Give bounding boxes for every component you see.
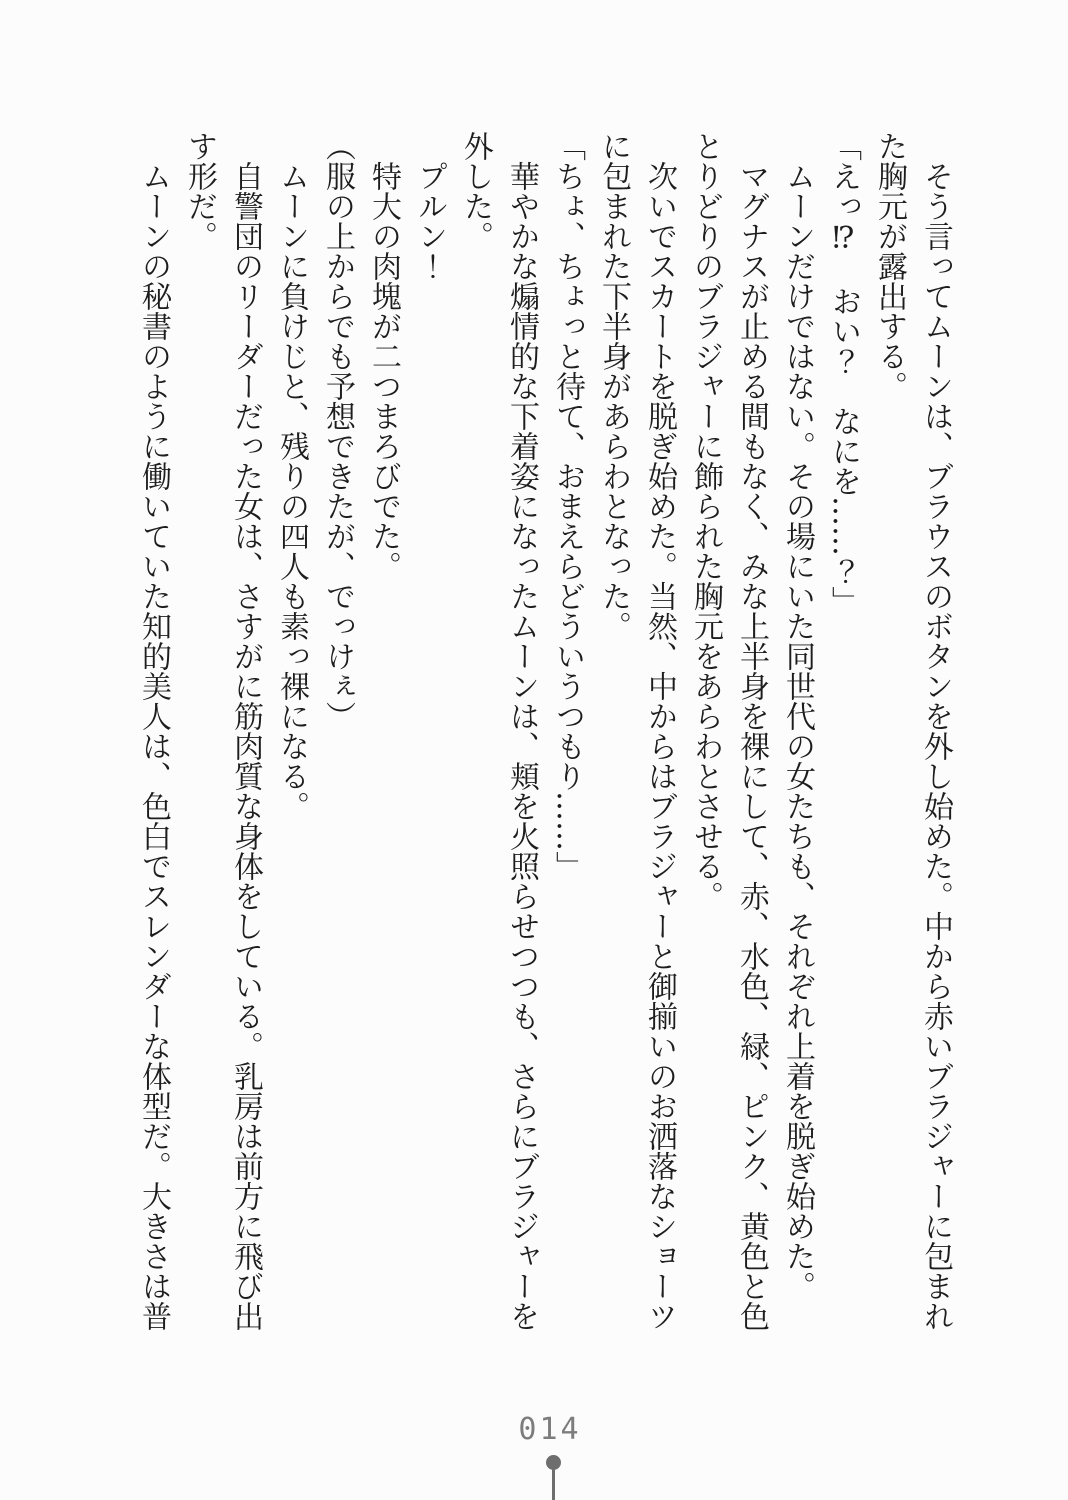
footer-guide-line [552, 1466, 555, 1500]
text-column: 自警団のリーダーだった女は、さすがに筋肉質な身体をしている。乳房は前方に飛び出 [228, 131, 263, 1331]
text-column: ムーンに負けじと、残りの四人も素っ裸になる。 [274, 131, 309, 821]
page-number: 014 [518, 1412, 582, 1447]
text-column: そう言ってムーンは、ブラウスのボタンを外し始めた。中から赤いブラジャーに包まれ [918, 131, 953, 1331]
text-column: マグナスが止める間もなく、みな上半身を裸にして、赤、水色、緑、ピンク、黄色と色 [734, 131, 769, 1331]
text-column: とりどりのブラジャーに飾られた胸元をあらわとさせる。 [688, 131, 723, 911]
text-column: ムーンの秘書のように働いていた知的美人は、色白でスレンダーな体型だ。大きさは普 [136, 131, 171, 1331]
text-column: た胸元が露出する。 [872, 131, 907, 401]
text-column: 「ちょ、ちょっと待て、おまえらどういうつもり……」 [550, 131, 585, 881]
text-column: ムーンだけではない。その場にいた同世代の女たちも、それぞれ上着を脱ぎ始めた。 [780, 131, 815, 1301]
text-column: 「えっ⁉ おい？ なにを……？」 [826, 131, 861, 616]
vertical-text-block [130, 131, 958, 1331]
text-column: に包まれた下半身があらわとなった。 [596, 131, 631, 641]
text-column: す形だ。 [182, 131, 217, 251]
text-column: 次いでスカートを脱ぎ始めた。当然、中からはブラジャーと御揃いのお洒落なショーツ [642, 131, 677, 1331]
text-column: 特大の肉塊が二つまろびでた。 [366, 131, 401, 581]
text-column: （服の上からでも予想できたが、でっけぇ） [320, 131, 355, 731]
text-column: プルン！ [412, 131, 447, 281]
text-column: 華やかな煽情的な下着姿になったムーンは、頬を火照らせつつも、さらにブラジャーを [504, 131, 539, 1331]
text-column: 外した。 [458, 131, 493, 251]
